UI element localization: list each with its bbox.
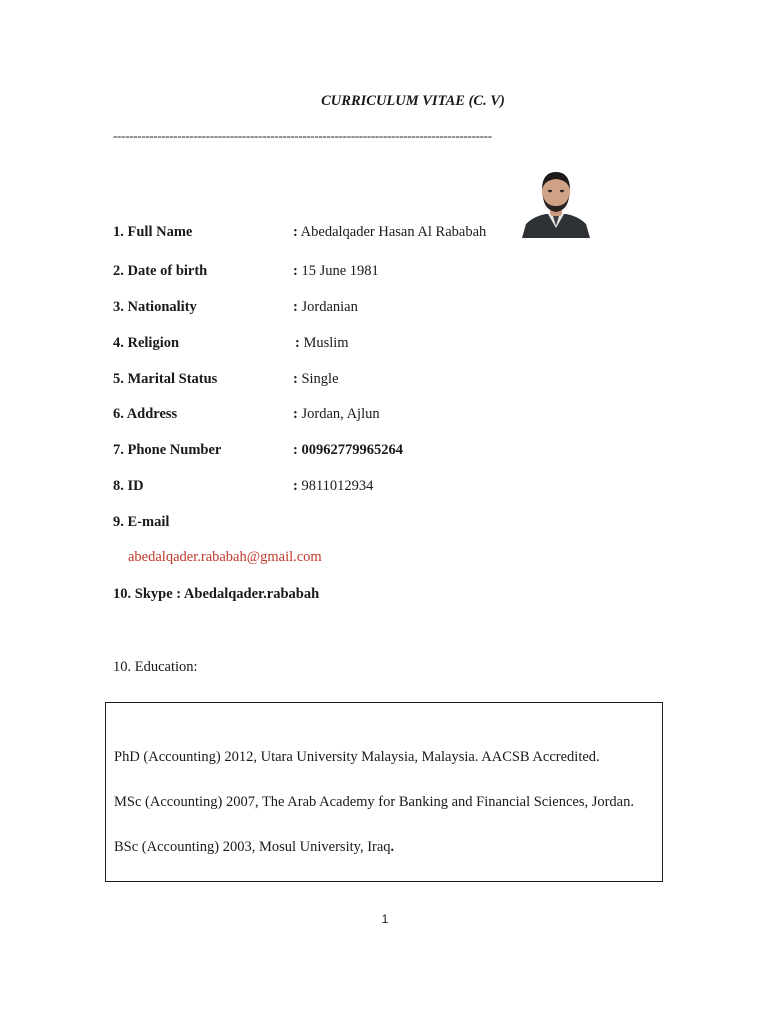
field-label: 4. Religion xyxy=(113,335,180,351)
field-value: Abedalqader.rababah xyxy=(183,586,320,602)
field-label: 7. Phone Number xyxy=(113,442,222,458)
education-heading: 10. Education: xyxy=(113,659,198,675)
field-value: : Jordan, Ajlun xyxy=(293,406,380,422)
education-entry: MSc (Accounting) 2007, The Arab Academy for Banking and Financial Sciences, Jordan. xyxy=(114,794,634,810)
field-value: : 9811012934 xyxy=(293,478,374,494)
field-value: : 15 June 1981 xyxy=(293,263,379,279)
field-value: : Jordanian xyxy=(293,299,358,315)
field-label: 3. Nationality xyxy=(113,299,197,315)
page-number: 1 xyxy=(381,912,389,926)
document-title: CURRICULUM VITAE (C. V) xyxy=(321,93,505,109)
field-value: : Abedalqader Hasan Al Rababah xyxy=(293,224,487,240)
education-entry: BSc (Accounting) 2003, Mosul University, Iraq. xyxy=(114,839,395,855)
field-value: : Single xyxy=(293,371,339,387)
education-entry: PhD (Accounting) 2012, Utara University Malaysia, Malaysia. AACSB Accredited. xyxy=(114,749,600,765)
field-label: 6. Address xyxy=(113,406,178,422)
field-value: : 00962779965264 xyxy=(293,442,403,458)
field-label: 1. Full Name xyxy=(113,224,193,240)
email-link[interactable]: abedalqader.rababah@gmail.com xyxy=(128,549,322,565)
field-label: 2. Date of birth xyxy=(113,263,208,279)
field-skype xyxy=(113,586,319,603)
field-label: 8. ID xyxy=(113,478,144,494)
profile-photo xyxy=(520,166,592,238)
title-separator: ---------------------------------------------------------------------------------------------- xyxy=(113,128,492,143)
field-label: 5. Marital Status xyxy=(113,371,218,387)
field-label: 10. Skype : xyxy=(113,586,182,602)
field-value: : Muslim xyxy=(295,335,349,351)
field-label: 9. E-mail xyxy=(113,514,170,530)
education-box xyxy=(105,702,663,882)
